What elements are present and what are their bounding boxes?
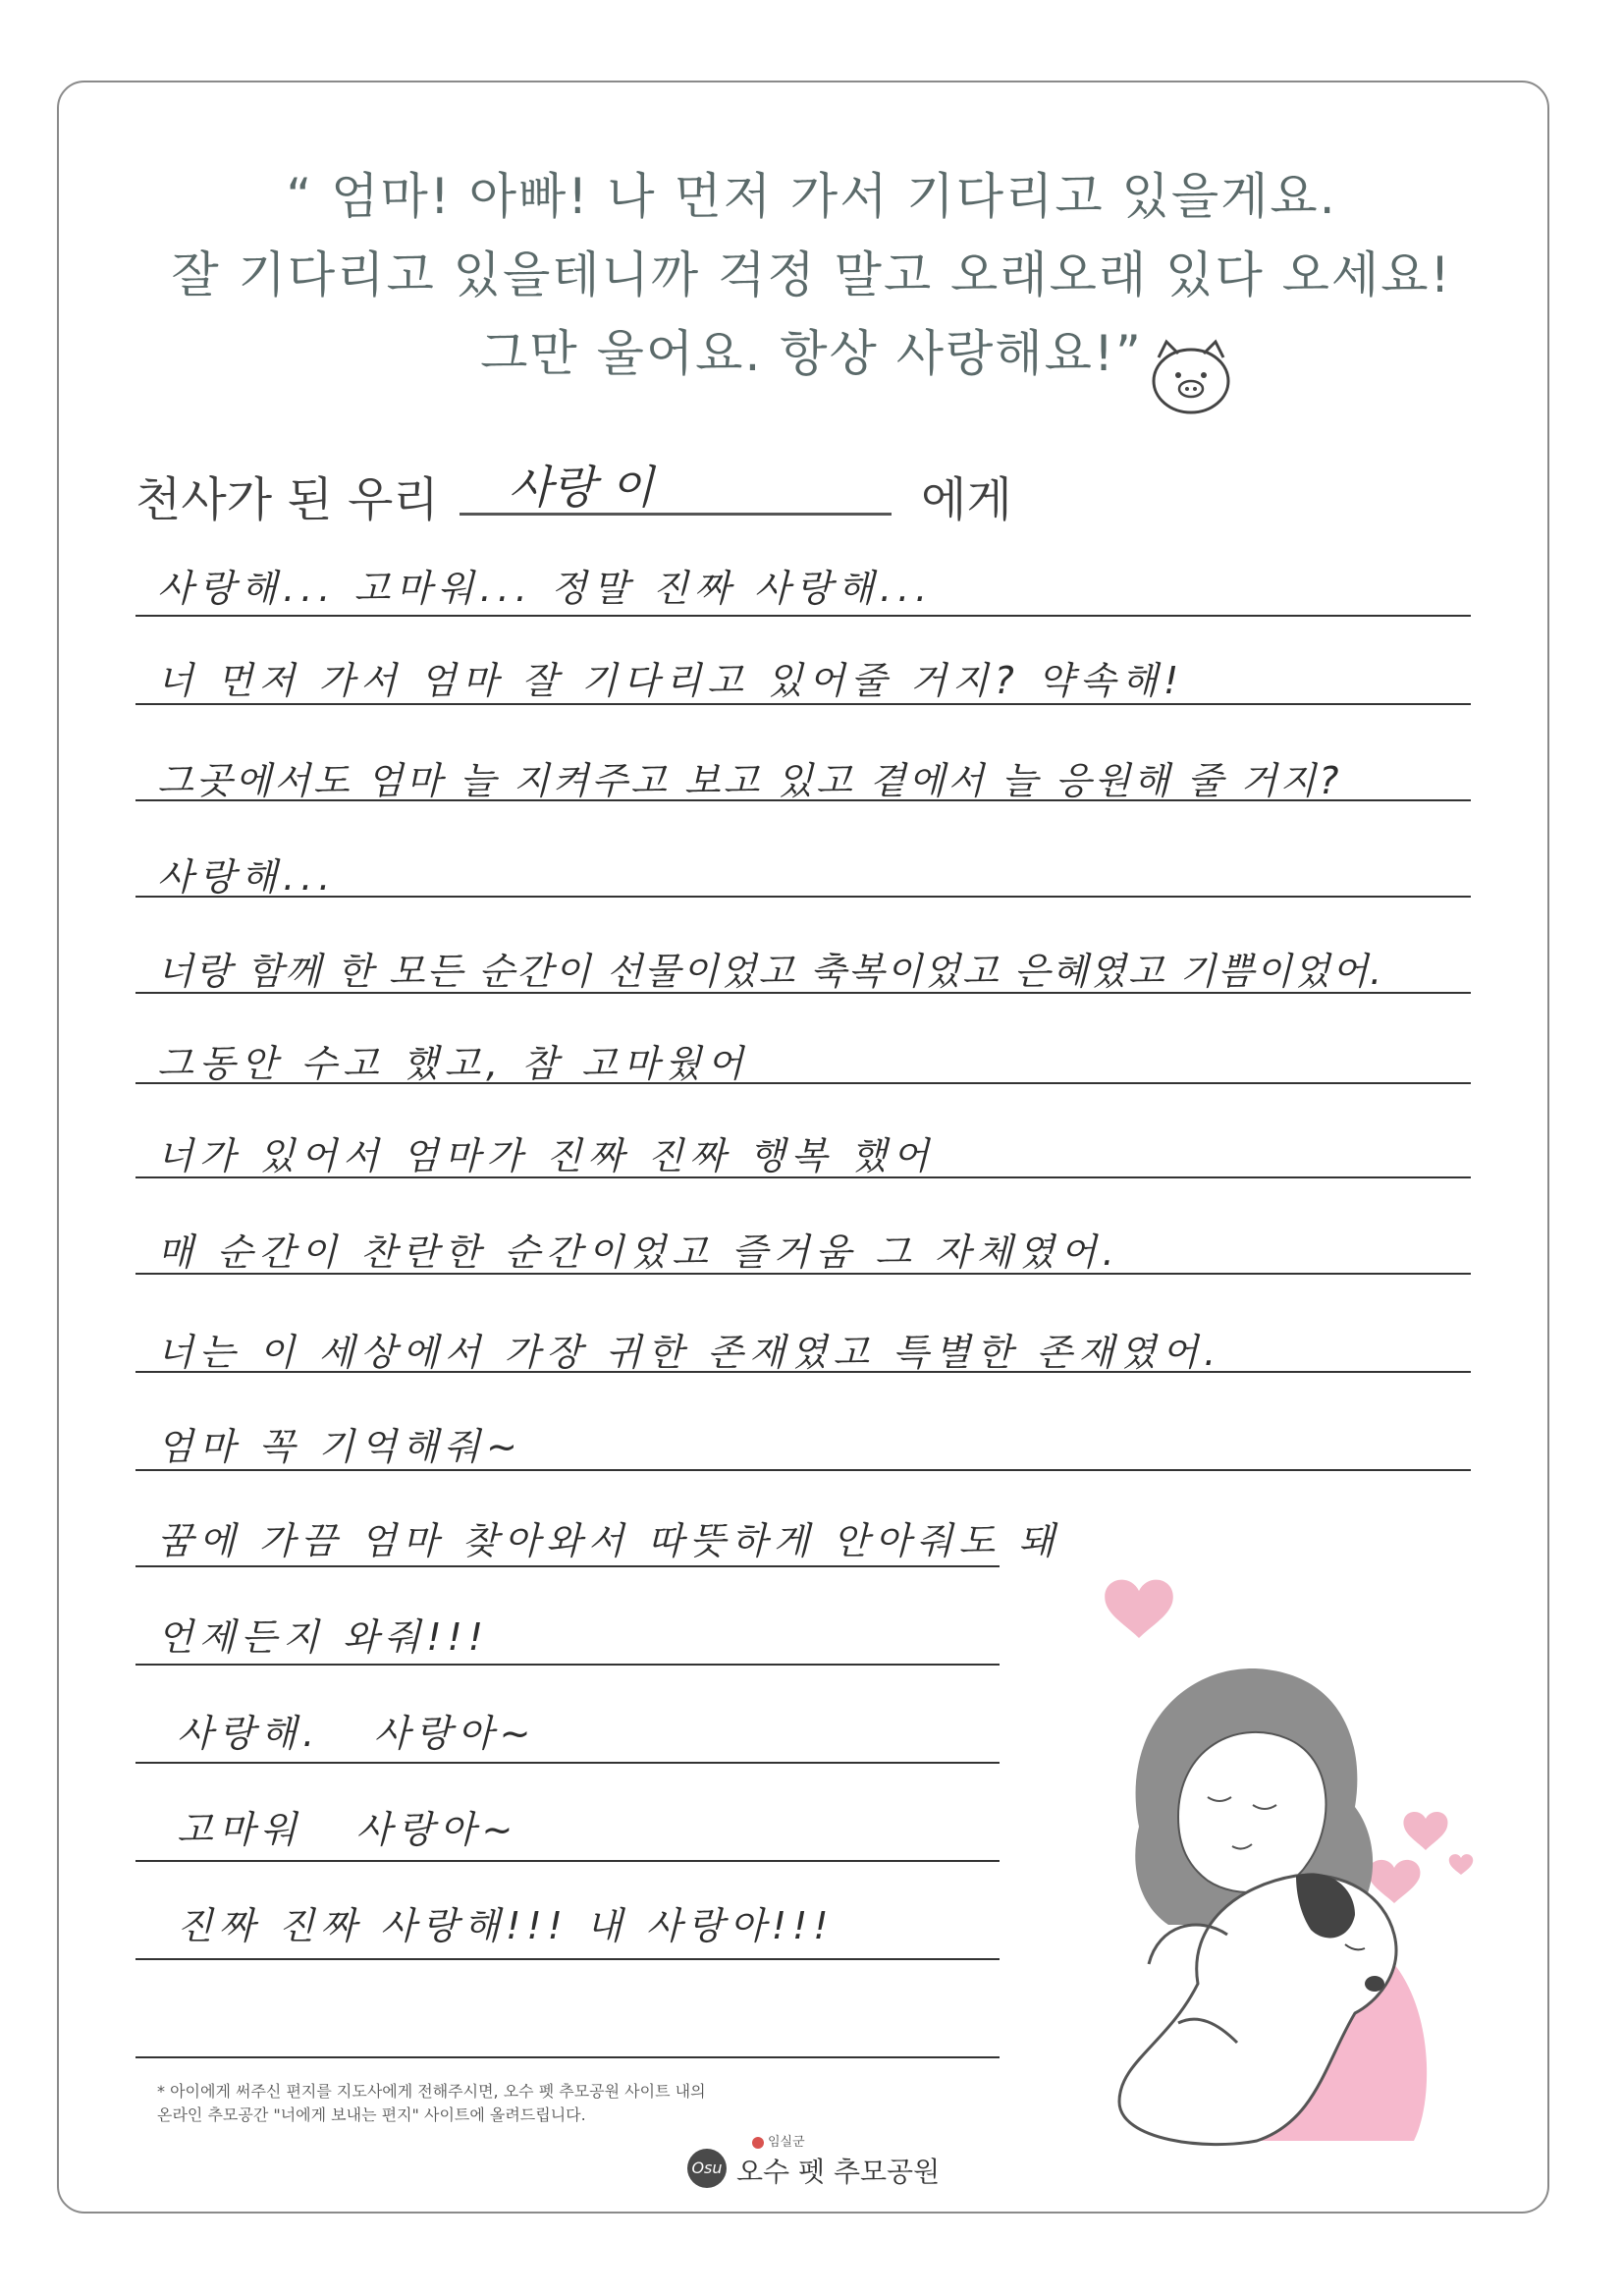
name-blank-line xyxy=(460,513,892,516)
header-line-1: “ 엄마! 아빠! 나 먼저 가서 기다리고 있을게요. xyxy=(286,168,1337,225)
heart-icon xyxy=(1369,1860,1421,1903)
letter-line: 엄마 꼭 기억해줘~ xyxy=(157,1425,523,1468)
writing-rule xyxy=(135,1371,1471,1373)
letter-line: 사랑해. 사랑아~ xyxy=(177,1712,537,1755)
pet-name: 사랑 이 xyxy=(509,461,654,514)
writing-rule xyxy=(135,1082,1471,1084)
letter-line: 언제든지 와줘!!! xyxy=(157,1615,490,1659)
letter-line: 너 먼저 가서 엄마 잘 기다리고 있어줄 거지? 약속해! xyxy=(157,659,1185,702)
heart-icon xyxy=(1449,1854,1473,1875)
addressee-suffix: 에게 xyxy=(921,472,1012,527)
letter-line: 그동안 수고 했고, 참 고마웠어 xyxy=(157,1042,749,1085)
writing-rule xyxy=(135,896,1471,898)
writing-rule xyxy=(135,1469,1471,1471)
footnote xyxy=(157,2080,706,2127)
county-emblem-icon xyxy=(752,2137,764,2149)
writing-rule xyxy=(135,1860,1000,1862)
heart-icon xyxy=(1403,1812,1447,1850)
writing-rule xyxy=(135,1958,1000,1960)
letter-line: 고마워 사랑아~ xyxy=(177,1808,519,1851)
writing-rule xyxy=(135,799,1471,801)
writing-rule xyxy=(135,2056,1000,2058)
woman-hugging-dog-illustration xyxy=(1060,1552,1512,2160)
footnote-line-1: * 아이에게 써주신 편지를 지도사에게 전해주시면, 오수 펫 추모공원 사이트 내의 xyxy=(157,2082,706,2101)
pig-face-icon xyxy=(1147,338,1235,418)
logo-mark: Osu xyxy=(687,2149,727,2188)
letter-line: 사랑해... xyxy=(157,855,337,899)
letter-line: 너가 있어서 엄마가 진짜 진짜 행복 했어 xyxy=(157,1134,935,1177)
letter-line: 너랑 함께 한 모든 순간이 선물이었고 축복이었고 은혜였고 기쁨이었어. xyxy=(157,950,1384,993)
header-quote xyxy=(0,157,1623,393)
logo-name: 오수 펫 추모공원 xyxy=(736,2156,941,2188)
logo-region xyxy=(752,2131,805,2150)
writing-rule xyxy=(135,1664,1000,1666)
letter-line: 매 순간이 찬란한 순간이었고 즐거움 그 자체였어. xyxy=(157,1230,1120,1274)
letter-line: 너는 이 세상에서 가장 귀한 존재였고 특별한 존재였어. xyxy=(157,1331,1222,1374)
writing-rule xyxy=(135,992,1471,994)
heart-icon xyxy=(1105,1580,1173,1638)
letter-line: 꿈에 가끔 엄마 찾아와서 따뜻하게 안아줘도 돼 xyxy=(157,1519,1060,1562)
header-line-2: 잘 기다리고 있을테니까 걱정 말고 오래오래 있다 오세요! xyxy=(171,246,1452,303)
footnote-line-2: 온라인 추모공간 "너에게 보내는 편지" 사이트에 올려드립니다. xyxy=(157,2105,586,2124)
letter-line: 사랑해... 고마워... 정말 진짜 사랑해... xyxy=(157,567,934,610)
writing-rule xyxy=(135,1176,1471,1178)
writing-rule xyxy=(135,703,1471,705)
letter-line: 그곳에서도 엄마 늘 지켜주고 보고 있고 곁에서 늘 응원해 줄 거지? xyxy=(157,759,1342,802)
writing-rule xyxy=(135,1762,1000,1764)
letter-line: 진짜 진짜 사랑해!!! 내 사랑아!!! xyxy=(177,1904,835,1947)
writing-rule xyxy=(135,615,1471,617)
logo-region-text: 임실군 xyxy=(768,2135,805,2150)
header-line-3: 그만 울어요. 항상 사랑해요!” xyxy=(480,325,1143,382)
writing-rule xyxy=(135,1273,1471,1275)
addressee-prefix: 천사가 된 우리 xyxy=(135,472,439,527)
addressee-row xyxy=(135,452,1012,530)
writing-rule xyxy=(135,1565,1000,1567)
memorial-park-logo xyxy=(687,2131,941,2194)
